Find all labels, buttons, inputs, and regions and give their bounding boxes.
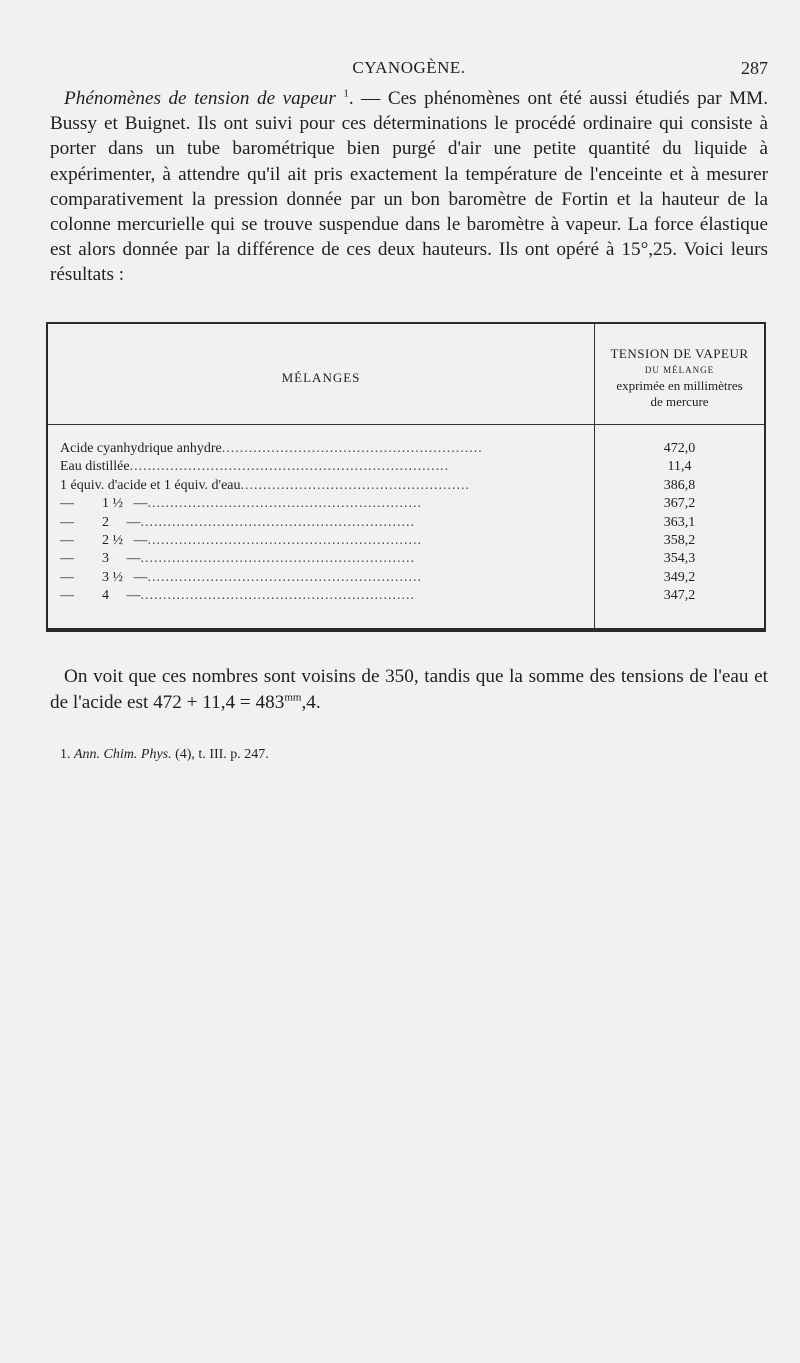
row-label: — 3 —............................................................. bbox=[60, 551, 415, 567]
footnote bbox=[60, 747, 269, 763]
running-title: CYANOGÈNE. bbox=[352, 58, 466, 77]
row-label: — 2 ½ —............................................................. bbox=[60, 532, 422, 548]
row-label: Eau distillée....................................................................... bbox=[60, 459, 450, 475]
row-label: — 1 ½ —............................................................. bbox=[60, 496, 422, 512]
page-number: 287 bbox=[741, 58, 768, 78]
row-label: 1 équiv. d'acide et 1 équiv. d'eau................................................... bbox=[60, 477, 470, 493]
footnote-rest: (4), t. III. p. 247. bbox=[171, 747, 269, 762]
header-tension-line4: de mercure bbox=[650, 394, 709, 409]
paragraph-lead: Phénomènes de tension de vapeur bbox=[64, 88, 336, 109]
header-tension-line3: exprimée en millimètres bbox=[616, 378, 743, 393]
table-row bbox=[48, 569, 764, 587]
row-value: 363,1 bbox=[663, 514, 696, 530]
running-head bbox=[50, 56, 768, 82]
table-row bbox=[48, 477, 764, 495]
table-row bbox=[48, 458, 764, 476]
table-body bbox=[48, 440, 764, 606]
row-label: — 3 ½ —............................................................. bbox=[60, 569, 422, 585]
blank-page-area bbox=[0, 790, 800, 1350]
table-row bbox=[48, 495, 764, 513]
row-label: — 4 —............................................................. bbox=[60, 588, 415, 604]
footnote-marker: 1 bbox=[343, 87, 349, 100]
header-tension-line1: TENSION DE VAPEUR bbox=[610, 346, 749, 361]
table-row bbox=[48, 550, 764, 568]
paragraph-vapor-tension bbox=[50, 86, 768, 288]
table-row bbox=[48, 532, 764, 550]
table-row bbox=[48, 440, 764, 458]
header-tension bbox=[595, 346, 764, 410]
row-value: 386,8 bbox=[663, 477, 696, 493]
paragraph-conclusion: On voit que ces nombres sont voisins de 350, tandis que la somme des tensions de l'eau et de l'acide est $472 + 11,4 = 483^{mm},4$. bbox=[50, 666, 768, 713]
row-value: 367,2 bbox=[663, 496, 696, 512]
footnote-reference: Ann. Chim. Phys. bbox=[74, 747, 172, 762]
row-value: 347,2 bbox=[663, 588, 696, 604]
paragraph-body: . — Ces phénomènes ont été aussi étudiés par MM. Bussy et Buignet. Ils ont suivi pour ces déterminations le procédé ordinaire qui consiste à porter dans un tube barométrique bien purgé d'air une petite quantité du liquide à expérimenter, à attendre qu'il ait pris exactement la température de l'enceinte et à mesurer comparativement la pression donnée par un bon baromètre de Fortin et la hauteur de la colonne mercurielle qui se trouve suspendue dans le baromètre à vapeur. La force élastique est alors donnée par la différence de ces deux hauteurs. Ils ont opéré à 15°,25. Voici leurs résultats : bbox=[50, 88, 769, 286]
unit-superscript: mm bbox=[284, 691, 302, 704]
row-value: 354,3 bbox=[663, 551, 696, 567]
row-label: — 2 —............................................................. bbox=[60, 514, 415, 530]
footnote-number: 1. bbox=[60, 747, 71, 762]
table-row bbox=[48, 514, 764, 532]
row-value: 11,4 bbox=[667, 459, 692, 475]
row-value: 472,0 bbox=[663, 441, 696, 456]
results-table bbox=[46, 322, 766, 632]
table-row bbox=[48, 587, 764, 605]
row-value: 349,2 bbox=[663, 569, 696, 585]
header-rule bbox=[48, 424, 764, 425]
header-tension-line2: DU MÉLANGE bbox=[644, 365, 715, 375]
row-label: Acide cyanhydrique anhydre.......................................................... bbox=[60, 441, 483, 456]
row-value: 358,2 bbox=[663, 532, 696, 548]
header-melanges: MÉLANGES bbox=[281, 370, 361, 385]
